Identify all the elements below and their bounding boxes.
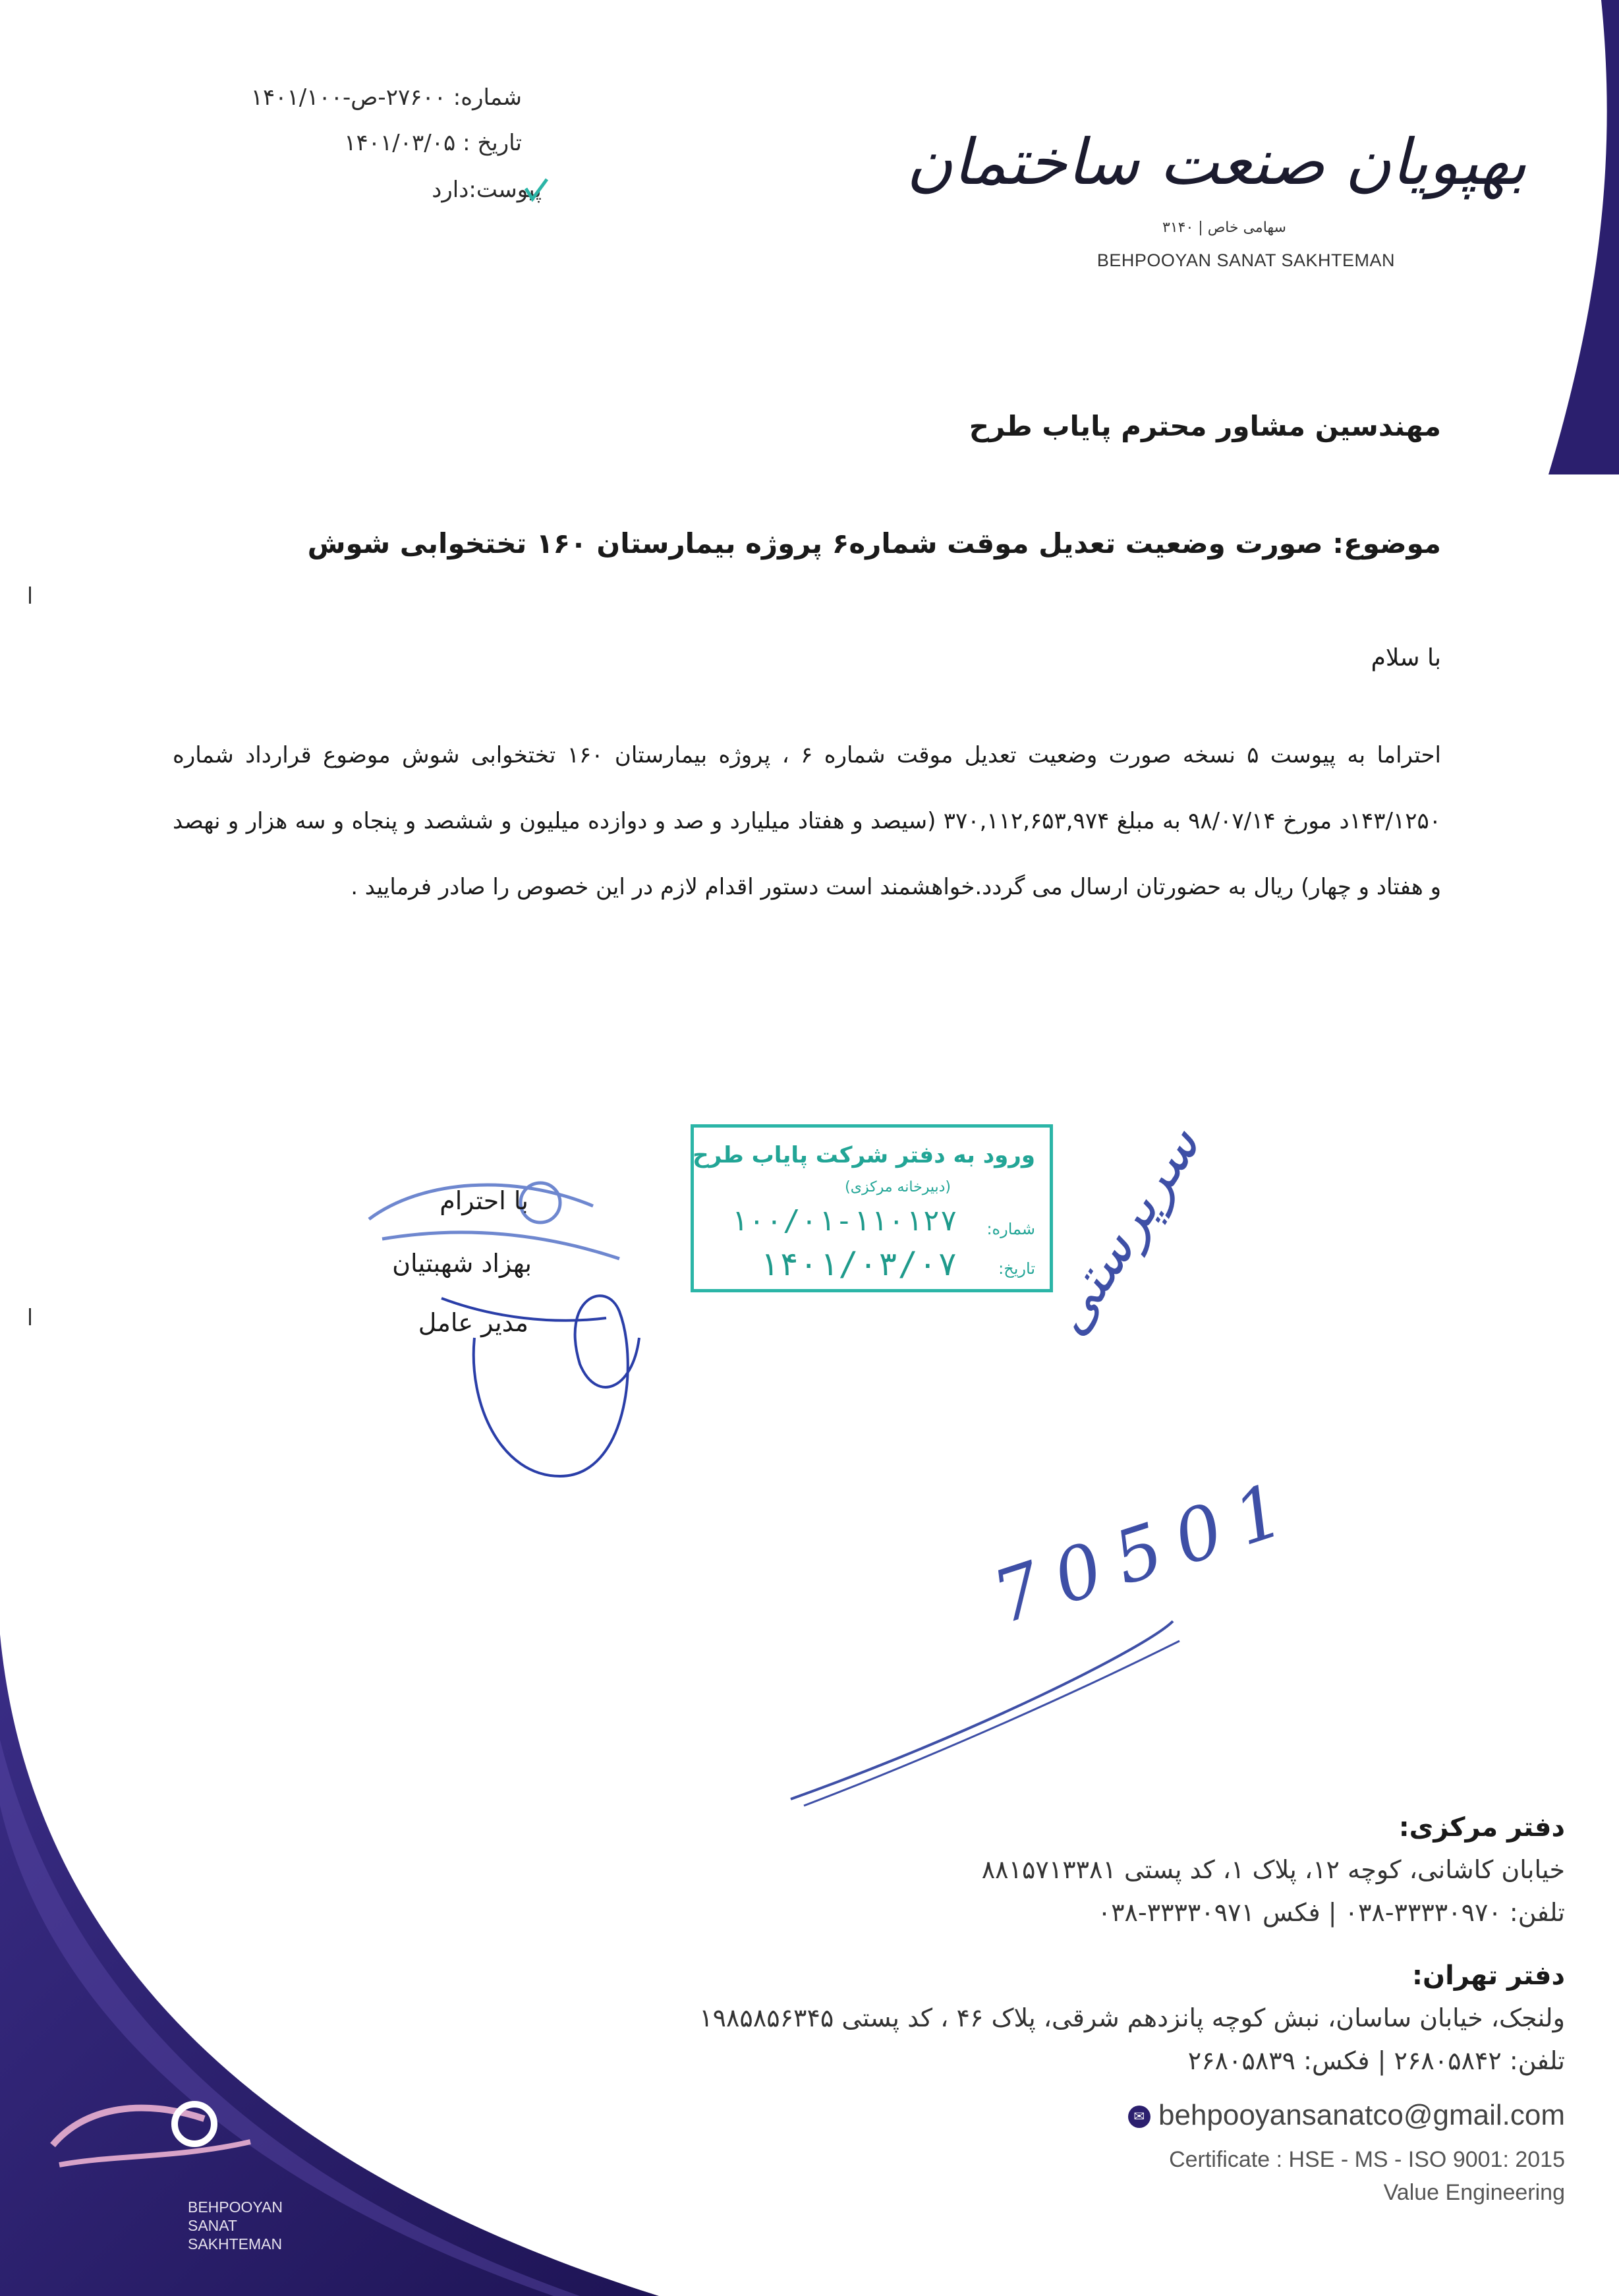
stamp-subtitle: (دبیرخانه مرکزی) [845, 1179, 951, 1195]
email-row[interactable] [1128, 2099, 1565, 2132]
stamp-number-value: ۱۰۰/۰۱-۱۱۰۱۲۷ [730, 1204, 957, 1238]
greeting: با سلام [1371, 645, 1441, 672]
stamp-number-label: شماره: [986, 1220, 1035, 1238]
reception-stamp [691, 1124, 1053, 1292]
letter-number: شماره: ۲۷۶۰۰-ص-۱۴۰۱/۱۰۰ [250, 84, 522, 111]
handwritten-number: 70501 [982, 1462, 1310, 1641]
margin-mark [29, 1308, 31, 1325]
company-name-latin: BEHPOOYAN SANAT SAKHTEMAN [1096, 250, 1395, 270]
letter-date: تاریخ : ۱۴۰۱/۰۳/۰۵ [344, 130, 522, 156]
tehran-office-phone: تلفن: ۲۶۸۰۵۸۴۲ | فکس: ۲۶۸۰۵۸۳۹ [1187, 2046, 1565, 2075]
right-swoosh-decoration [1502, 0, 1619, 474]
tehran-office-heading: دفتر تهران: [1411, 1961, 1565, 1991]
central-office-heading: دفتر مرکزی: [1398, 1812, 1565, 1843]
handwritten-stroke [778, 1601, 1186, 1812]
subject: موضوع: صورت وضعیت تعدیل موقت شماره۶ پروژه بیمارستان ۱۶۰ تختخوابی شوش [307, 527, 1441, 560]
email-icon: ✉ [1128, 2106, 1150, 2128]
email-address: behpooyansanatco@gmail.com [1158, 2099, 1565, 2131]
central-office-address: خیابان کاشانی، کوچه ۱۲، پلاک ۱، کد پستی ۸۸۱۵۷۱۳۳۸۱ [981, 1855, 1565, 1884]
company-tagline: سهامی خاص | ۳۱۴۰ [1162, 219, 1286, 236]
signature-name: بهزاد شهبتیان [392, 1249, 532, 1278]
margin-mark [29, 587, 31, 604]
handwritten-note: سرپرستی [1035, 1114, 1212, 1346]
stamp-title: ورود به دفتر شرکت پایاب طرح [693, 1142, 1035, 1168]
bottom-logo-line3: SAKHTEMAN [188, 2235, 283, 2253]
stamp-date-label: تاریخ: [998, 1259, 1035, 1278]
bottom-logo-line1: BEHPOOYAN [188, 2198, 283, 2216]
company-seal [343, 1166, 712, 1509]
bottom-logo-line2: SANAT [188, 2217, 237, 2234]
bottom-logo-icon [46, 2092, 264, 2191]
central-office-phone: تلفن: ۳۳۳۳۰۹۷۰-۰۳۸ | فکس ۳۳۳۳۰۹۷۱-۰۳۸ [1097, 1898, 1565, 1927]
recipient: مهندسین مشاور محترم پایاب طرح [969, 410, 1441, 442]
checkmark-icon [522, 177, 551, 206]
signature-title: مدیر عامل [418, 1308, 528, 1337]
letter-body: احتراما به پیوست ۵ نسخه صورت وضعیت تعدیل موقت شماره ۶ ، پروژه بیمارستان ۱۶۰ تختخوابی شوش موضوع قرارداد شماره ۱۴۳/۱۲۵۰د مورخ ۹۸/۰۷/۱۴ به مبلغ ۳۷۰,۱۱۲,۶۵۳,۹۷۴ (سیصد و هفتاد میلیارد و صد و دوازده میلیون و ششصد و پنجاه و سه هزار و نهصد و هفتاد و چهار) ریال به حضورتان ارسال می گردد.خواهشمند است دستور اقدام لازم در این خصوص را صادر فرمایید . [173, 742, 1441, 900]
company-logo-text: بهپویان صنعت ساختمان [906, 125, 1527, 199]
tehran-office-address: ولنجک، خیابان ساسان، نبش کوچه پانزدهم شرقی، پلاک ۴۶ ، کد پستی ۱۹۸۵۸۵۶۳۴۵ [699, 2003, 1565, 2032]
certificate: Certificate : HSE - MS - ISO 9001: 2015 [1169, 2147, 1565, 2172]
bottom-logo-text [188, 2198, 283, 2253]
stamp-date-value: ۱۴۰۱/۰۳/۰۷ [758, 1245, 957, 1283]
bottom-swoosh-decoration [0, 1634, 659, 2296]
letter-attachment: پیوست:دارد [432, 177, 542, 203]
signature-closing: با احترام [440, 1186, 528, 1215]
value-engineering: Value Engineering [1383, 2180, 1565, 2205]
